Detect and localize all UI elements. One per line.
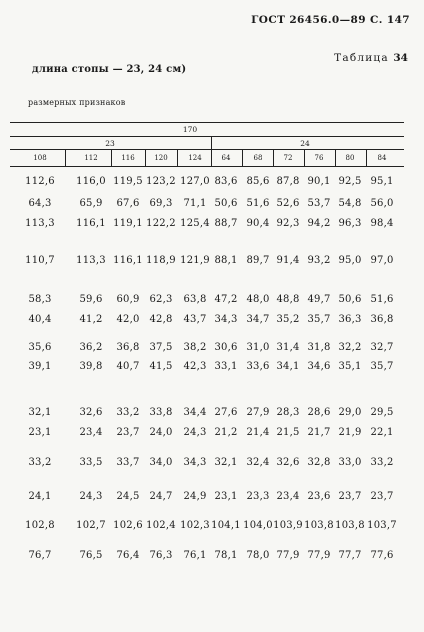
table-cell: 95,0	[338, 255, 362, 266]
height-header: 170	[182, 125, 198, 134]
table-cell: 71,1	[183, 198, 207, 209]
table-cell: 24,1	[28, 491, 52, 502]
table-cell: 43,7	[183, 314, 207, 325]
table-cell: 113,3	[25, 218, 55, 229]
table-cell: 29,5	[370, 407, 394, 418]
table-cell: 104,1	[211, 520, 241, 531]
table-cell: 47,2	[214, 294, 238, 305]
table-cell: 122,2	[146, 218, 176, 229]
table-cell: 40,7	[116, 361, 140, 372]
column-header: 116	[121, 154, 135, 162]
table-cell: 23,7	[116, 427, 140, 438]
table-cell: 32,7	[370, 342, 394, 353]
table-cell: 39,1	[28, 361, 52, 372]
table-cell: 23,4	[276, 491, 300, 502]
table-cell: 32,1	[28, 407, 52, 418]
page-header: ГОСТ 26456.0—89 С. 147	[251, 14, 410, 26]
table-cell: 77,9	[307, 550, 331, 561]
table-cell: 116,0	[76, 176, 106, 187]
table-cell: 90,4	[246, 218, 270, 229]
column-header: 124	[188, 154, 202, 162]
table-cell: 125,4	[180, 218, 210, 229]
table-cell: 34,0	[149, 457, 173, 468]
table-cell: 76,1	[183, 550, 207, 561]
table-cell: 21,9	[338, 427, 362, 438]
table-cell: 118,9	[146, 255, 176, 266]
column-divider	[304, 149, 305, 166]
table-cell: 51,6	[370, 294, 394, 305]
table-subtitle: длина стопы — 23, 24 см)	[32, 64, 187, 75]
table-cell: 32,6	[79, 407, 103, 418]
table-cell: 35,7	[370, 361, 394, 372]
table-cell: 23,6	[307, 491, 331, 502]
table-cell: 85,6	[246, 176, 270, 187]
table-cell: 90,1	[307, 176, 331, 187]
table-cell: 89,7	[246, 255, 270, 266]
column-header: 72	[283, 154, 293, 162]
table-cell: 33,1	[214, 361, 238, 372]
table-cell: 35,1	[338, 361, 362, 372]
table-cell: 77,9	[276, 550, 300, 561]
table-cell: 33,2	[116, 407, 140, 418]
table-cell: 24,3	[79, 491, 103, 502]
table-cell: 21,5	[276, 427, 300, 438]
table-cell: 36,3	[338, 314, 362, 325]
table-cell: 34,4	[183, 407, 207, 418]
table-cell: 41,2	[79, 314, 103, 325]
table-cell: 48,8	[276, 294, 300, 305]
table-cell: 32,6	[276, 457, 300, 468]
table-cell: 32,8	[307, 457, 331, 468]
column-divider	[366, 149, 367, 166]
column-divider	[273, 149, 274, 166]
table-cell: 91,4	[276, 255, 300, 266]
table-cell: 28,6	[307, 407, 331, 418]
table-cell: 24,9	[183, 491, 207, 502]
table-cell: 60,9	[116, 294, 140, 305]
table-cell: 35,7	[307, 314, 331, 325]
table-cell: 27,9	[246, 407, 270, 418]
table-cell: 116,1	[76, 218, 106, 229]
table-cell: 103,9	[273, 520, 303, 531]
column-header: 80	[345, 154, 355, 162]
table-cell: 31,4	[276, 342, 300, 353]
table-cell: 36,8	[116, 342, 140, 353]
table-cell: 65,9	[79, 198, 103, 209]
table-label	[334, 52, 408, 64]
table-cell: 42,0	[116, 314, 140, 325]
group-header-23: 23	[105, 139, 115, 148]
table-cell: 23,1	[214, 491, 238, 502]
table-cell: 97,0	[370, 255, 394, 266]
table-caption: размерных признаков	[28, 98, 126, 107]
table-cell: 32,4	[246, 457, 270, 468]
table-cell: 119,1	[113, 218, 143, 229]
table-cell: 24,7	[149, 491, 173, 502]
table-cell: 23,3	[246, 491, 270, 502]
table-cell: 41,5	[149, 361, 173, 372]
table-cell: 24,0	[149, 427, 173, 438]
column-header: 112	[84, 154, 98, 162]
table-cell: 93,2	[307, 255, 331, 266]
table-cell: 56,0	[370, 198, 394, 209]
column-header: 68	[253, 154, 263, 162]
table-cell: 37,5	[149, 342, 173, 353]
table-cell: 33,5	[79, 457, 103, 468]
table-cell: 69,3	[149, 198, 173, 209]
table-cell: 113,3	[76, 255, 106, 266]
column-header-rule	[10, 166, 404, 167]
column-divider	[211, 149, 212, 166]
table-cell: 110,7	[25, 255, 55, 266]
table-cell: 42,8	[149, 314, 173, 325]
table-cell: 64,3	[28, 198, 52, 209]
table-cell: 39,8	[79, 361, 103, 372]
table-cell: 40,4	[28, 314, 52, 325]
table-cell: 87,8	[276, 176, 300, 187]
table-cell: 58,3	[28, 294, 52, 305]
table-cell: 33,0	[338, 457, 362, 468]
table-cell: 76,5	[79, 550, 103, 561]
table-cell: 23,7	[338, 491, 362, 502]
table-cell: 52,6	[276, 198, 300, 209]
table-cell: 102,7	[76, 520, 106, 531]
table-cell: 94,2	[307, 218, 331, 229]
table-cell: 92,3	[276, 218, 300, 229]
table-cell: 50,6	[214, 198, 238, 209]
table-cell: 34,3	[183, 457, 207, 468]
table-cell: 103,8	[335, 520, 365, 531]
table-cell: 63,8	[183, 294, 207, 305]
table-cell: 30,6	[214, 342, 238, 353]
table-cell: 51,6	[246, 198, 270, 209]
table-cell: 123,2	[146, 176, 176, 187]
table-cell: 92,5	[338, 176, 362, 187]
column-header: 84	[377, 154, 387, 162]
table-cell: 31,0	[246, 342, 270, 353]
table-cell: 32,2	[338, 342, 362, 353]
table-cell: 102,8	[25, 520, 55, 531]
column-divider	[335, 149, 336, 166]
table-cell: 21,7	[307, 427, 331, 438]
table-cell: 76,4	[116, 550, 140, 561]
column-header: 120	[154, 154, 168, 162]
table-cell: 23,1	[28, 427, 52, 438]
table-cell: 121,9	[180, 255, 210, 266]
table-cell: 95,1	[370, 176, 394, 187]
table-top-rule	[10, 122, 404, 123]
table-cell: 35,6	[28, 342, 52, 353]
column-divider	[65, 149, 66, 166]
table-cell: 78,0	[246, 550, 270, 561]
table-cell: 42,3	[183, 361, 207, 372]
table-cell: 88,7	[214, 218, 238, 229]
table-cell: 88,1	[214, 255, 238, 266]
table-cell: 23,7	[370, 491, 394, 502]
table-cell: 62,3	[149, 294, 173, 305]
table-cell: 67,6	[116, 198, 140, 209]
table-cell: 78,1	[214, 550, 238, 561]
table-cell: 59,6	[79, 294, 103, 305]
table-cell: 102,3	[180, 520, 210, 531]
table-cell: 102,4	[146, 520, 176, 531]
table-cell: 33,7	[116, 457, 140, 468]
table-cell: 112,6	[25, 176, 55, 187]
table-cell: 98,4	[370, 218, 394, 229]
column-divider	[111, 149, 112, 166]
table-cell: 104,0	[243, 520, 273, 531]
column-header: 108	[33, 154, 47, 162]
table-cell: 50,6	[338, 294, 362, 305]
table-cell: 54,8	[338, 198, 362, 209]
table-cell: 35,2	[276, 314, 300, 325]
table-cell: 21,2	[214, 427, 238, 438]
table-cell: 119,5	[113, 176, 143, 187]
table-cell: 34,1	[276, 361, 300, 372]
table-cell: 103,8	[304, 520, 334, 531]
group-header-24: 24	[300, 139, 310, 148]
column-divider	[242, 149, 243, 166]
table-cell: 96,3	[338, 218, 362, 229]
table-cell: 76,7	[28, 550, 52, 561]
table-cell: 36,8	[370, 314, 394, 325]
table-cell: 76,3	[149, 550, 173, 561]
table-cell: 24,3	[183, 427, 207, 438]
table-cell: 103,7	[367, 520, 397, 531]
table-cell: 53,7	[307, 198, 331, 209]
table-label-prefix: Таблица	[334, 52, 394, 64]
group-header-rule	[10, 149, 404, 150]
table-cell: 27,6	[214, 407, 238, 418]
table-cell: 28,3	[276, 407, 300, 418]
table-cell: 127,0	[180, 176, 210, 187]
table-cell: 29,0	[338, 407, 362, 418]
table-cell: 33,6	[246, 361, 270, 372]
table-cell: 24,5	[116, 491, 140, 502]
table-cell: 83,6	[214, 176, 238, 187]
table-cell: 77,7	[338, 550, 362, 561]
column-header: 76	[314, 154, 324, 162]
column-divider	[177, 149, 178, 166]
table-cell: 38,2	[183, 342, 207, 353]
table-cell: 33,8	[149, 407, 173, 418]
table-cell: 21,4	[246, 427, 270, 438]
table-cell: 116,1	[113, 255, 143, 266]
table-cell: 36,2	[79, 342, 103, 353]
table-cell: 48,0	[246, 294, 270, 305]
column-divider	[145, 149, 146, 166]
table-cell: 34,6	[307, 361, 331, 372]
table-cell: 49,7	[307, 294, 331, 305]
table-cell: 32,1	[214, 457, 238, 468]
table-cell: 34,3	[214, 314, 238, 325]
column-header: 64	[221, 154, 231, 162]
table-number: 34	[393, 52, 408, 64]
table-cell: 77,6	[370, 550, 394, 561]
table-cell: 102,6	[113, 520, 143, 531]
table-cell: 23,4	[79, 427, 103, 438]
table-cell: 34,7	[246, 314, 270, 325]
table-cell: 22,1	[370, 427, 394, 438]
table-cell: 33,2	[370, 457, 394, 468]
table-cell: 31,8	[307, 342, 331, 353]
header-rule	[10, 136, 404, 137]
table-cell: 33,2	[28, 457, 52, 468]
